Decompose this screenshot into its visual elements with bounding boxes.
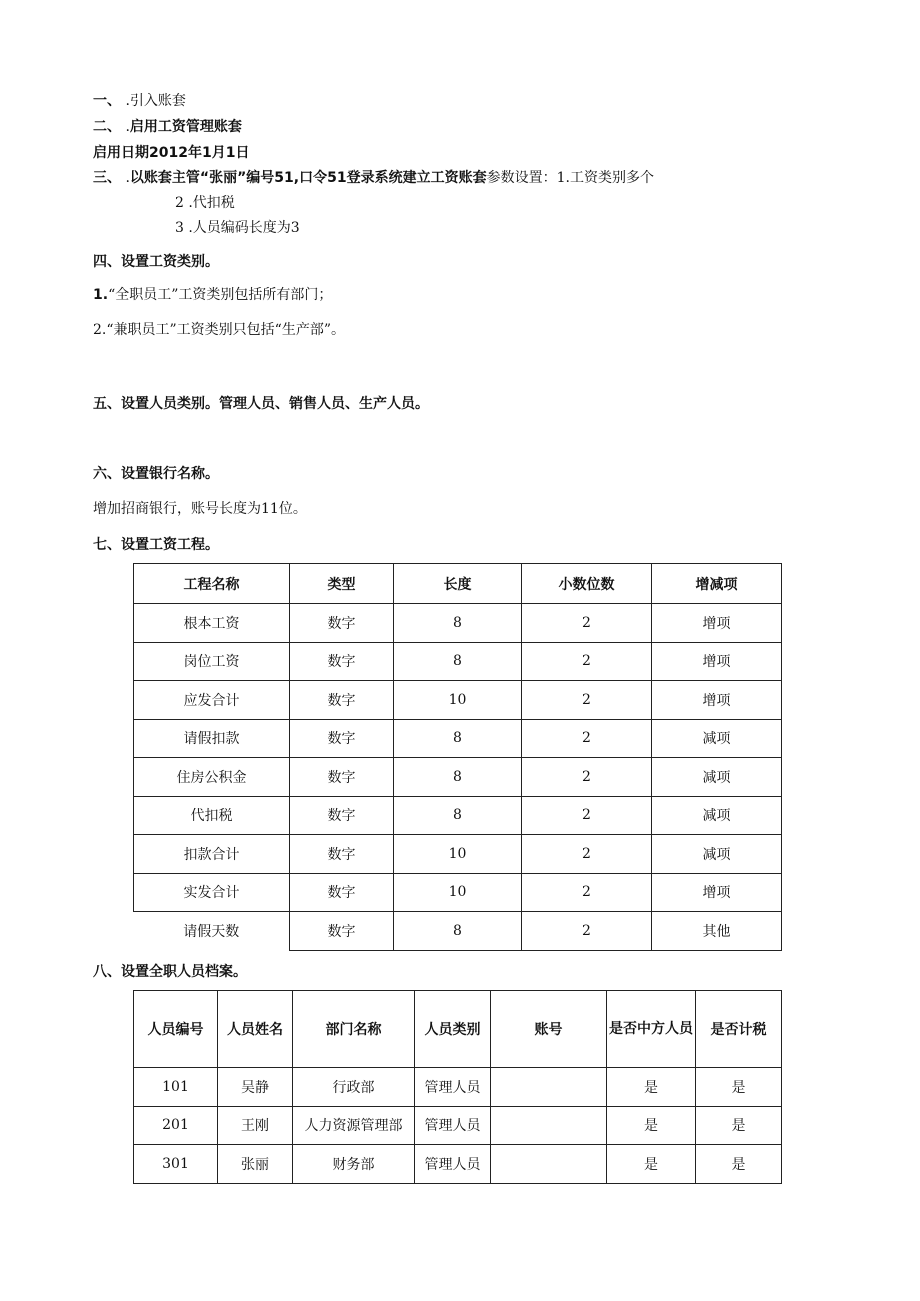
table-row xyxy=(134,681,782,720)
cell-increase-decrease: 减项 xyxy=(652,796,782,835)
section-6-title: 六、设置银行名称。 xyxy=(93,466,219,482)
header-staff-id: 人员编号 xyxy=(134,991,218,1068)
section-3-number: 三、 xyxy=(93,170,121,186)
cell-increase-decrease: 减项 xyxy=(652,719,782,758)
table-row xyxy=(134,1068,782,1107)
cell-type: 数字 xyxy=(290,719,394,758)
cell-increase-decrease: 增项 xyxy=(652,681,782,720)
cell-is-taxable: 是 xyxy=(696,1145,782,1184)
section-6-text: 增加招商银行，账号长度为11位。 xyxy=(93,501,307,517)
cell-is-taxable: 是 xyxy=(696,1106,782,1145)
cell-item-name: 实发合计 xyxy=(134,873,290,912)
header-is-chinese-staff: 是否中方人员 xyxy=(607,991,696,1068)
section-2-number: 二、 xyxy=(93,119,121,135)
cell-increase-decrease: 增项 xyxy=(652,873,782,912)
cell-staff-name: 王刚 xyxy=(218,1106,293,1145)
header-length: 长度 xyxy=(394,564,522,604)
cell-account xyxy=(491,1145,607,1184)
cell-decimals: 2 xyxy=(522,681,652,720)
cell-decimals: 2 xyxy=(522,835,652,874)
cell-department: 人力资源管理部 xyxy=(293,1106,415,1145)
cell-length: 8 xyxy=(394,912,522,951)
cell-increase-decrease: 增项 xyxy=(652,604,782,643)
table-row xyxy=(134,719,782,758)
cell-type: 数字 xyxy=(290,912,394,951)
staff-records-table xyxy=(133,990,782,1184)
header-type: 类型 xyxy=(290,564,394,604)
section-2 xyxy=(93,117,242,137)
table-row xyxy=(134,1106,782,1145)
cell-type: 数字 xyxy=(290,873,394,912)
section-3-params: 参数设置：1.工资类别多个 xyxy=(486,170,654,186)
cell-length: 8 xyxy=(394,642,522,681)
cell-item-name: 代扣税 xyxy=(134,796,290,835)
section-3-text: 以账套主管“张丽”编号51,口令51登录系统建立工资账套 xyxy=(129,170,487,186)
section-8-title: 八、设置全职人员档案。 xyxy=(93,964,247,980)
table-row xyxy=(134,758,782,797)
table-row xyxy=(134,604,782,643)
cell-staff-category: 管理人员 xyxy=(415,1106,491,1145)
header-staff-name: 人员姓名 xyxy=(218,991,293,1068)
start-date: 启用日期2012年1月1日 xyxy=(93,145,250,161)
cell-account xyxy=(491,1106,607,1145)
section-3-item-2: 2 .代扣税 xyxy=(175,195,235,211)
cell-type: 数字 xyxy=(290,796,394,835)
header-decimals: 小数位数 xyxy=(522,564,652,604)
table-row xyxy=(134,1145,782,1184)
section-1 xyxy=(93,91,186,111)
cell-is-chinese-staff: 是 xyxy=(607,1068,696,1107)
section-5-title: 五、设置人员类别。管理人员、销售人员、生产人员。 xyxy=(93,396,429,412)
section-4-item-1-text: “全职员工”工资类别包括所有部门； xyxy=(108,287,333,303)
header-increase-decrease: 增减项 xyxy=(652,564,782,604)
cell-type: 数字 xyxy=(290,758,394,797)
cell-type: 数字 xyxy=(290,642,394,681)
table-row xyxy=(134,642,782,681)
cell-item-name: 扣款合计 xyxy=(134,835,290,874)
cell-is-taxable: 是 xyxy=(696,1068,782,1107)
cell-length: 10 xyxy=(394,873,522,912)
cell-staff-id: 101 xyxy=(134,1068,218,1107)
cell-decimals: 2 xyxy=(522,912,652,951)
table-row xyxy=(134,796,782,835)
cell-staff-category: 管理人员 xyxy=(415,1145,491,1184)
cell-is-chinese-staff: 是 xyxy=(607,1145,696,1184)
cell-type: 数字 xyxy=(290,604,394,643)
section-3-dot: . xyxy=(121,170,130,186)
section-4-item-1-number: 1. xyxy=(93,287,109,303)
cell-decimals: 2 xyxy=(522,796,652,835)
header-department: 部门名称 xyxy=(293,991,415,1068)
cell-account xyxy=(491,1068,607,1107)
table-header-row xyxy=(134,991,782,1068)
cell-department: 财务部 xyxy=(293,1145,415,1184)
section-3 xyxy=(93,168,654,188)
cell-increase-decrease: 减项 xyxy=(652,835,782,874)
header-is-taxable: 是否计税 xyxy=(696,991,782,1068)
table-header-row xyxy=(134,564,782,604)
section-4-title: 四、设置工资类别。 xyxy=(93,254,219,270)
cell-increase-decrease: 增项 xyxy=(652,642,782,681)
cell-type: 数字 xyxy=(290,835,394,874)
cell-item-name: 请假天数 xyxy=(134,912,290,951)
cell-increase-decrease: 其他 xyxy=(652,912,782,951)
table-row xyxy=(134,912,782,951)
cell-decimals: 2 xyxy=(522,758,652,797)
cell-item-name: 根本工资 xyxy=(134,604,290,643)
header-account: 账号 xyxy=(491,991,607,1068)
cell-type: 数字 xyxy=(290,681,394,720)
cell-length: 8 xyxy=(394,604,522,643)
header-item-name: 工程名称 xyxy=(134,564,290,604)
cell-staff-name: 吴静 xyxy=(218,1068,293,1107)
cell-decimals: 2 xyxy=(522,642,652,681)
section-4-item-1 xyxy=(93,285,332,305)
cell-item-name: 住房公积金 xyxy=(134,758,290,797)
wage-items-table xyxy=(133,563,782,951)
cell-length: 8 xyxy=(394,796,522,835)
header-staff-category: 人员类别 xyxy=(415,991,491,1068)
cell-length: 10 xyxy=(394,835,522,874)
cell-item-name: 请假扣款 xyxy=(134,719,290,758)
cell-length: 8 xyxy=(394,758,522,797)
section-1-text: 引入账套 xyxy=(129,93,186,109)
section-1-dot: . xyxy=(121,93,130,109)
cell-is-chinese-staff: 是 xyxy=(607,1106,696,1145)
cell-item-name: 应发合计 xyxy=(134,681,290,720)
cell-decimals: 2 xyxy=(522,873,652,912)
section-7-title: 七、设置工资工程。 xyxy=(93,537,219,553)
section-1-number: 一、 xyxy=(93,93,121,109)
cell-staff-category: 管理人员 xyxy=(415,1068,491,1107)
cell-increase-decrease: 减项 xyxy=(652,758,782,797)
cell-decimals: 2 xyxy=(522,604,652,643)
cell-staff-id: 201 xyxy=(134,1106,218,1145)
cell-length: 10 xyxy=(394,681,522,720)
section-4-item-2: 2.“兼职员工”工资类别只包括“生产部”。 xyxy=(93,322,345,338)
cell-length: 8 xyxy=(394,719,522,758)
table-row xyxy=(134,873,782,912)
section-3-item-3: 3 .人员编码长度为3 xyxy=(175,220,300,236)
cell-staff-id: 301 xyxy=(134,1145,218,1184)
cell-decimals: 2 xyxy=(522,719,652,758)
section-2-text: 启用工资管理账套 xyxy=(129,119,242,135)
cell-department: 行政部 xyxy=(293,1068,415,1107)
table-row xyxy=(134,835,782,874)
cell-item-name: 岗位工资 xyxy=(134,642,290,681)
section-2-dot: . xyxy=(121,119,130,135)
cell-staff-name: 张丽 xyxy=(218,1145,293,1184)
